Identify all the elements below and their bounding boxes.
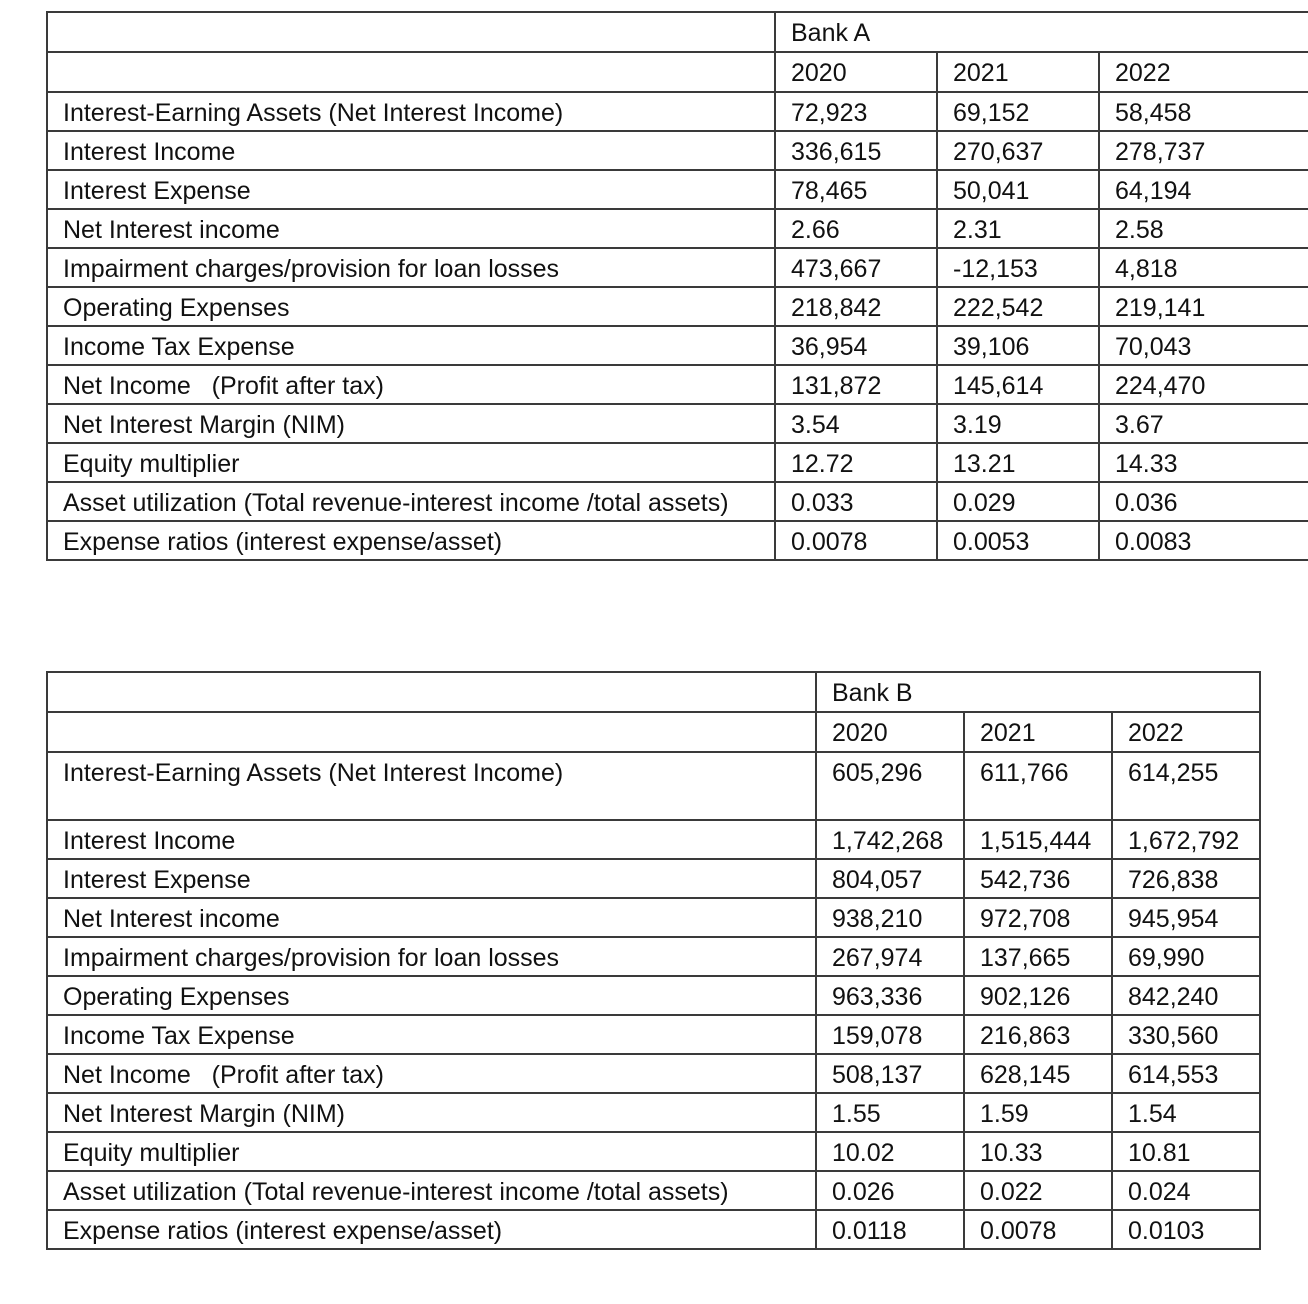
year-header: 2020	[775, 52, 937, 92]
value-cell: 159,078	[816, 1015, 964, 1054]
value-cell: -12,153	[937, 248, 1099, 287]
value-cell: 938,210	[816, 898, 964, 937]
bank-b-header-row	[47, 672, 1260, 712]
value-cell: 39,106	[937, 326, 1099, 365]
row-label: Impairment charges/provision for loan losses	[47, 248, 775, 287]
year-header: 2021	[964, 712, 1112, 752]
row-label: Net Income (Profit after tax)	[47, 365, 775, 404]
value-cell: 0.029	[937, 482, 1099, 521]
value-cell: 4,818	[1099, 248, 1308, 287]
value-cell: 219,141	[1099, 287, 1308, 326]
table-row	[47, 1132, 1260, 1171]
value-cell: 902,126	[964, 976, 1112, 1015]
row-label: Asset utilization (Total revenue-interest income /total assets)	[47, 1171, 816, 1210]
value-cell: 0.024	[1112, 1171, 1260, 1210]
row-label: Interest-Earning Assets (Net Interest Income)	[47, 92, 775, 131]
value-cell: 1,515,444	[964, 820, 1112, 859]
value-cell: 945,954	[1112, 898, 1260, 937]
value-cell: 218,842	[775, 287, 937, 326]
row-label: Equity multiplier	[47, 443, 775, 482]
value-cell: 0.0103	[1112, 1210, 1260, 1249]
bank-b-name: Bank B	[816, 672, 1260, 712]
value-cell: 270,637	[937, 131, 1099, 170]
row-label: Net Interest income	[47, 209, 775, 248]
value-cell: 69,990	[1112, 937, 1260, 976]
table-row	[47, 1210, 1260, 1249]
row-label: Income Tax Expense	[47, 1015, 816, 1054]
value-cell: 2.31	[937, 209, 1099, 248]
value-cell: 3.54	[775, 404, 937, 443]
value-cell: 1,672,792	[1112, 820, 1260, 859]
year-header: 2021	[937, 52, 1099, 92]
value-cell: 64,194	[1099, 170, 1308, 209]
year-header: 2020	[816, 712, 964, 752]
row-label: Operating Expenses	[47, 976, 816, 1015]
value-cell: 1.59	[964, 1093, 1112, 1132]
table-row	[47, 1015, 1260, 1054]
table-row	[47, 287, 1308, 326]
value-cell: 70,043	[1099, 326, 1308, 365]
value-cell: 36,954	[775, 326, 937, 365]
table-row	[47, 752, 1260, 820]
value-cell: 145,614	[937, 365, 1099, 404]
value-cell: 3.67	[1099, 404, 1308, 443]
table-row	[47, 209, 1308, 248]
value-cell: 58,458	[1099, 92, 1308, 131]
table-row	[47, 326, 1308, 365]
value-cell: 0.0078	[964, 1210, 1112, 1249]
value-cell: 267,974	[816, 937, 964, 976]
value-cell: 3.19	[937, 404, 1099, 443]
value-cell: 1,742,268	[816, 820, 964, 859]
value-cell: 14.33	[1099, 443, 1308, 482]
value-cell: 1.55	[816, 1093, 964, 1132]
header-blank-cell	[47, 712, 816, 752]
bank-a-name: Bank A	[775, 12, 1308, 52]
value-cell: 963,336	[816, 976, 964, 1015]
header-blank-cell	[47, 672, 816, 712]
value-cell: 614,255	[1112, 752, 1260, 820]
header-blank-cell	[47, 12, 775, 52]
table-row	[47, 170, 1308, 209]
row-label: Interest Income	[47, 820, 816, 859]
value-cell: 222,542	[937, 287, 1099, 326]
value-cell: 10.02	[816, 1132, 964, 1171]
table-row	[47, 248, 1308, 287]
table-row	[47, 1054, 1260, 1093]
table-row	[47, 365, 1308, 404]
value-cell: 628,145	[964, 1054, 1112, 1093]
table-row	[47, 443, 1308, 482]
row-label: Operating Expenses	[47, 287, 775, 326]
row-label: Expense ratios (interest expense/asset)	[47, 521, 775, 560]
row-label: Net Interest Margin (NIM)	[47, 1093, 816, 1132]
value-cell: 10.33	[964, 1132, 1112, 1171]
table-row	[47, 1093, 1260, 1132]
value-cell: 69,152	[937, 92, 1099, 131]
value-cell: 0.0053	[937, 521, 1099, 560]
value-cell: 0.022	[964, 1171, 1112, 1210]
table-row	[47, 404, 1308, 443]
value-cell: 2.58	[1099, 209, 1308, 248]
value-cell: 137,665	[964, 937, 1112, 976]
value-cell: 278,737	[1099, 131, 1308, 170]
value-cell: 0.026	[816, 1171, 964, 1210]
table-row	[47, 521, 1308, 560]
row-label: Interest Expense	[47, 170, 775, 209]
value-cell: 12.72	[775, 443, 937, 482]
value-cell: 508,137	[816, 1054, 964, 1093]
table-row	[47, 898, 1260, 937]
value-cell: 542,736	[964, 859, 1112, 898]
row-label: Expense ratios (interest expense/asset)	[47, 1210, 816, 1249]
value-cell: 0.0083	[1099, 521, 1308, 560]
value-cell: 131,872	[775, 365, 937, 404]
row-label: Equity multiplier	[47, 1132, 816, 1171]
row-label: Income Tax Expense	[47, 326, 775, 365]
bank-b-table	[46, 671, 1261, 1250]
table-row	[47, 976, 1260, 1015]
table-row	[47, 820, 1260, 859]
value-cell: 0.0118	[816, 1210, 964, 1249]
value-cell: 0.036	[1099, 482, 1308, 521]
row-label: Impairment charges/provision for loan losses	[47, 937, 816, 976]
value-cell: 330,560	[1112, 1015, 1260, 1054]
table-row	[47, 1171, 1260, 1210]
value-cell: 336,615	[775, 131, 937, 170]
year-header: 2022	[1099, 52, 1308, 92]
bank-a-years-row	[47, 52, 1308, 92]
table-row	[47, 482, 1308, 521]
row-label: Asset utilization (Total revenue-interest income /total assets)	[47, 482, 775, 521]
row-label: Interest-Earning Assets (Net Interest Income)	[47, 752, 816, 820]
table-row	[47, 92, 1308, 131]
value-cell: 972,708	[964, 898, 1112, 937]
value-cell: 224,470	[1099, 365, 1308, 404]
value-cell: 614,553	[1112, 1054, 1260, 1093]
value-cell: 0.033	[775, 482, 937, 521]
table-row	[47, 131, 1308, 170]
value-cell: 804,057	[816, 859, 964, 898]
row-label: Interest Expense	[47, 859, 816, 898]
value-cell: 72,923	[775, 92, 937, 131]
table-row	[47, 937, 1260, 976]
year-header: 2022	[1112, 712, 1260, 752]
header-blank-cell	[47, 52, 775, 92]
table-row	[47, 859, 1260, 898]
value-cell: 50,041	[937, 170, 1099, 209]
bank-b-years-row	[47, 712, 1260, 752]
value-cell: 605,296	[816, 752, 964, 820]
value-cell: 78,465	[775, 170, 937, 209]
bank-a-table	[46, 11, 1308, 561]
value-cell: 0.0078	[775, 521, 937, 560]
value-cell: 1.54	[1112, 1093, 1260, 1132]
value-cell: 611,766	[964, 752, 1112, 820]
value-cell: 10.81	[1112, 1132, 1260, 1171]
row-label: Net Income (Profit after tax)	[47, 1054, 816, 1093]
value-cell: 216,863	[964, 1015, 1112, 1054]
row-label: Interest Income	[47, 131, 775, 170]
value-cell: 2.66	[775, 209, 937, 248]
value-cell: 473,667	[775, 248, 937, 287]
bank-a-header-row	[47, 12, 1308, 52]
value-cell: 13.21	[937, 443, 1099, 482]
row-label: Net Interest Margin (NIM)	[47, 404, 775, 443]
row-label: Net Interest income	[47, 898, 816, 937]
value-cell: 726,838	[1112, 859, 1260, 898]
value-cell: 842,240	[1112, 976, 1260, 1015]
